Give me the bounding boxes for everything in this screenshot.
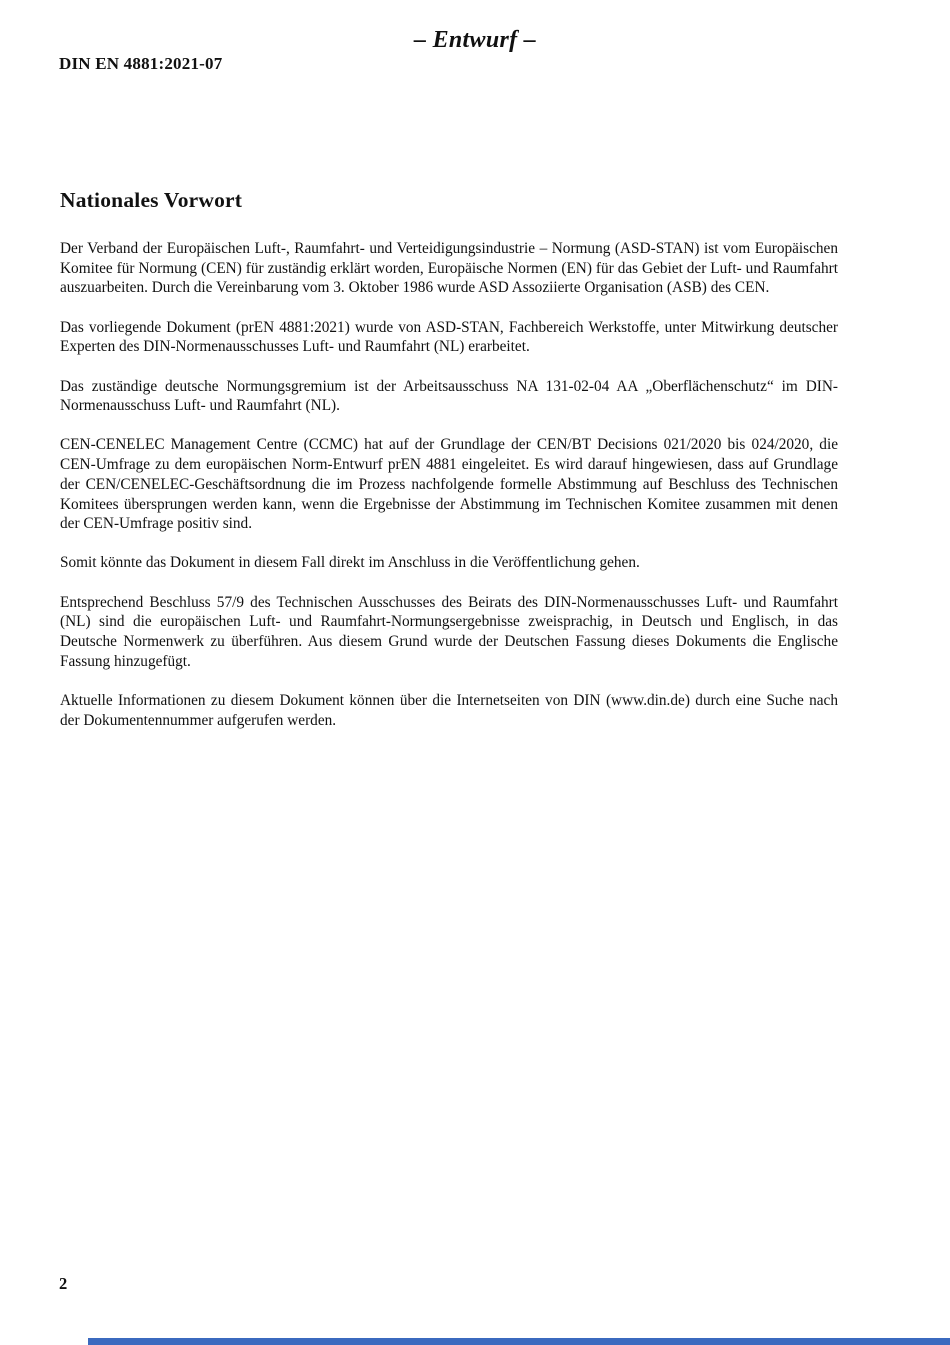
draft-status-label: – Entwurf – <box>413 27 536 53</box>
foreword-paragraph: Der Verband der Europäischen Luft-, Raumfahrt- und Verteidigungsindustrie – Normung (ASD-STAN) ist vom Europäischen Komitee für Normung (CEN) für zuständig erklärt worden, Europäische Normen (EN) für das Gebiet der Luft- und Raumfahrt auszuarbeiten. Durch die Vereinbarung vom 3. Oktober 1986 wurde ASD Assoziierte Organisation (ASB) des CEN. <box>60 240 838 297</box>
foreword-paragraph: Aktuelle Informationen zu diesem Dokument können über die Internetseiten von DIN (www.din.de) durch eine Suche nach der Dokumentennummer aufgerufen werden. <box>60 691 838 729</box>
page-number: 2 <box>59 1274 68 1293</box>
foreword-paragraph: Entsprechend Beschluss 57/9 des Technischen Ausschusses des Beirats des DIN-Normenausschusses Luft- und Raumfahrt (NL) sind die europäischen Luft- und Raumfahrt-Normungsergebnisse zweisprachig, in Deutsch und Englisch, in das Deutsche Normenwerk zu überführen. Aus diesem Grund wurde der Deutschen Fassung dieses Dokuments die Englische Fassung hinzugefügt. <box>60 593 838 670</box>
section-title-nationales-vorwort: Nationales Vorwort <box>60 188 243 212</box>
foreword-paragraph: Das vorliegende Dokument (prEN 4881:2021) wurde von ASD-STAN, Fachbereich Werkstoffe, unter Mitwirkung deutscher Experten des DIN-Normenausschusses Luft- und Raumfahrt (NL) erarbeitet. <box>60 318 838 356</box>
foreword-paragraph: Somit könnte das Dokument in diesem Fall direkt im Anschluss in die Veröffentlichung gehen. <box>60 554 640 572</box>
bottom-accent-bar <box>88 1338 950 1345</box>
document-number: DIN EN 4881:2021-07 <box>59 54 223 73</box>
foreword-body <box>60 239 838 750</box>
foreword-paragraph: CEN-CENELEC Management Centre (CCMC) hat auf der Grundlage der CEN/BT Decisions 021/2020 bis 024/2020, die CEN-Umfrage zu dem europäischen Norm-Entwurf prEN 4881 eingeleitet. Es wird darauf hingewiesen, dass auf Grundlage der CEN/CENELEC-Geschäftsordnung die im Prozess nachfolgende formelle Abstimmung auf Beschluss des Technischen Komitees übersprungen werden kann, wenn die Ergebnisse der Abstimmung im Technischen Komitee zusammen mit denen der CEN-Umfrage positiv sind. <box>60 436 838 533</box>
foreword-paragraph: Das zuständige deutsche Normungsgremium ist der Arbeitsausschuss NA 131-02-04 AA „Oberflächenschutz“ im DIN-Normenausschuss Luft- und Raumfahrt (NL). <box>60 377 838 415</box>
